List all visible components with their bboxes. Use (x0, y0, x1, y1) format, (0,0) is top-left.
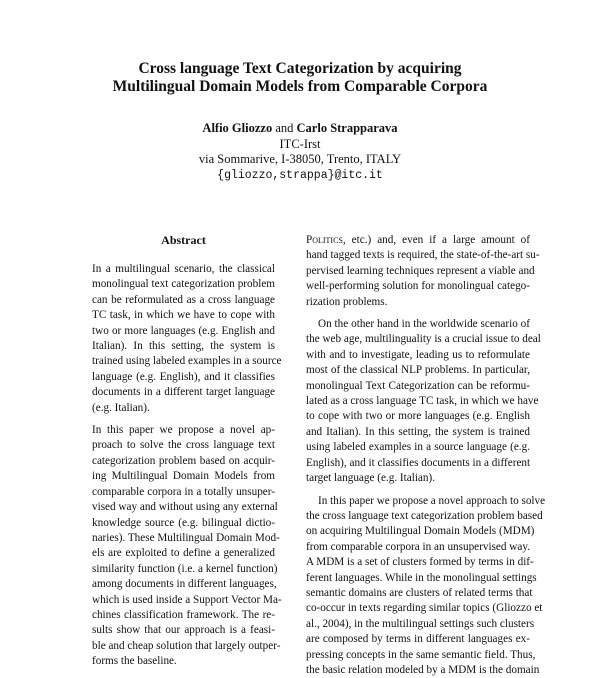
text-line: lated as a cross language TC task, in which we have (306, 394, 530, 409)
paper-title (0, 60, 600, 96)
text-line: knowledge source (e.g. bilingual dictio- (92, 516, 275, 531)
text-line: comparable corpora in a totally unsuper- (92, 485, 275, 500)
text-line: co-occur in texts regarding similar topics (Gliozzo et (306, 601, 530, 616)
text-line: monolingual Text Categorization can be reformu- (306, 379, 530, 394)
text-line: trained using labeled examples in a source (92, 354, 275, 369)
text-line: TC task, in which we have to cope with (92, 308, 275, 323)
text-line: to cope with two or more languages (e.g. English (306, 409, 530, 424)
text-line: ble and cheap solution that largely outper- (92, 639, 275, 654)
text-line: sults show that our approach is a feasi- (92, 623, 275, 638)
text-line: target language (e.g. Italian). (306, 471, 530, 486)
text-line: hand tagged texts is required, the state-of-the-art su- (306, 248, 530, 263)
abstract-paragraph-1 (92, 262, 275, 416)
text-line: on acquiring Multilingual Domain Models (MDM) (306, 524, 530, 539)
author-block (0, 121, 600, 183)
text-line: rization problems. (306, 295, 530, 310)
text-line: In this paper we propose a novel approach to solve (306, 494, 530, 509)
text-line: On the other hand in the worldwide scenario of (306, 317, 530, 332)
text-line: can be reformulated as a cross language (92, 293, 275, 308)
text-line: are composed by terms in different languages ex- (306, 632, 530, 647)
politics-smallcaps: Politics (306, 234, 343, 246)
text-line: and Italian). In this setting, the system is trained (306, 425, 530, 440)
text-line: among documents in different languages, (92, 577, 275, 592)
author-1: Alfio Gliozzo (202, 121, 272, 135)
text-line: A MDM is a set of clusters formed by terms in dif- (306, 555, 530, 570)
text-line: (e.g. Italian). (92, 401, 275, 416)
email: {gliozzo,strappa}@itc.it (0, 168, 600, 184)
intro-paragraph-1 (306, 317, 530, 486)
text-line: els are exploited to define a generalized (92, 546, 275, 561)
text-line: the cross language text categorization problem based (306, 509, 530, 524)
text-line: monolingual text categorization problem (92, 277, 275, 292)
text-line: Italian). In this setting, the system is (92, 339, 275, 354)
text-line: English), and it classifies documents in a different (306, 456, 530, 471)
text-line: from comparable corpora in an unsupervised way. (306, 540, 530, 555)
abstract-heading: Abstract (92, 233, 275, 247)
text-line: the basic relation modeled by a MDM is the domain (306, 663, 530, 678)
text-line: Politics, etc.) and, even if a large amount of (306, 233, 530, 248)
text-line: which is used inside a Support Vector Ma- (92, 593, 275, 608)
title-line-2: Multilingual Domain Models from Comparable Corpora (0, 78, 600, 96)
abstract-paragraph-2 (92, 423, 275, 670)
text-line: with and to investigate, leading us to reformulate (306, 348, 530, 363)
text-line: In this paper we propose a novel ap- (92, 423, 275, 438)
text-line: al., 2004), in the multilingual settings such clusters (306, 617, 530, 632)
text-line: forms the baseline. (92, 654, 275, 669)
text-line: In a multilingual scenario, the classical (92, 262, 275, 277)
intro-paragraph-2 (306, 494, 530, 678)
text-line: similarity function (i.e. a kernel function) (92, 562, 275, 577)
intro-paragraph-0 (306, 233, 530, 310)
text-line: most of the classical NLP problems. In particular, (306, 363, 530, 378)
left-column (92, 233, 275, 670)
text-line: language (e.g. English), and it classifies (92, 370, 275, 385)
text-line: ing Multilingual Domain Models from (92, 469, 275, 484)
text-line: using labeled examples in a source language (e.g. (306, 440, 530, 455)
text-line: proach to solve the cross language text (92, 438, 275, 453)
text-line: chines classification framework. The re- (92, 608, 275, 623)
right-column (306, 233, 530, 678)
text-line: pervised learning techniques represent a viable and (306, 264, 530, 279)
text-line: two or more languages (e.g. English and (92, 324, 275, 339)
text-line: well-performing solution for monolingual catego- (306, 279, 530, 294)
author-names (0, 121, 600, 137)
title-line-1: Cross language Text Categorization by acquiring (0, 60, 600, 78)
text-line: documents in a different target language (92, 385, 275, 400)
author-conjunction: and (275, 121, 293, 135)
text-line: semantic domains are clusters of related terms that (306, 586, 530, 601)
affiliation: ITC-Irst (0, 137, 600, 153)
author-2: Carlo Strapparava (297, 121, 398, 135)
text-line: ferent languages. While in the monolingual settings (306, 571, 530, 586)
text-line: naries). These Multilingual Domain Mod- (92, 531, 275, 546)
text-line: the web age, multilinguality is a crucial issue to deal (306, 332, 530, 347)
text-line: pressing concepts in the same semantic field. Thus, (306, 648, 530, 663)
text-line: categorization problem based on acquir- (92, 454, 275, 469)
address: via Sommarive, I-38050, Trento, ITALY (0, 152, 600, 168)
text-line: vised way and without using any external (92, 500, 275, 515)
